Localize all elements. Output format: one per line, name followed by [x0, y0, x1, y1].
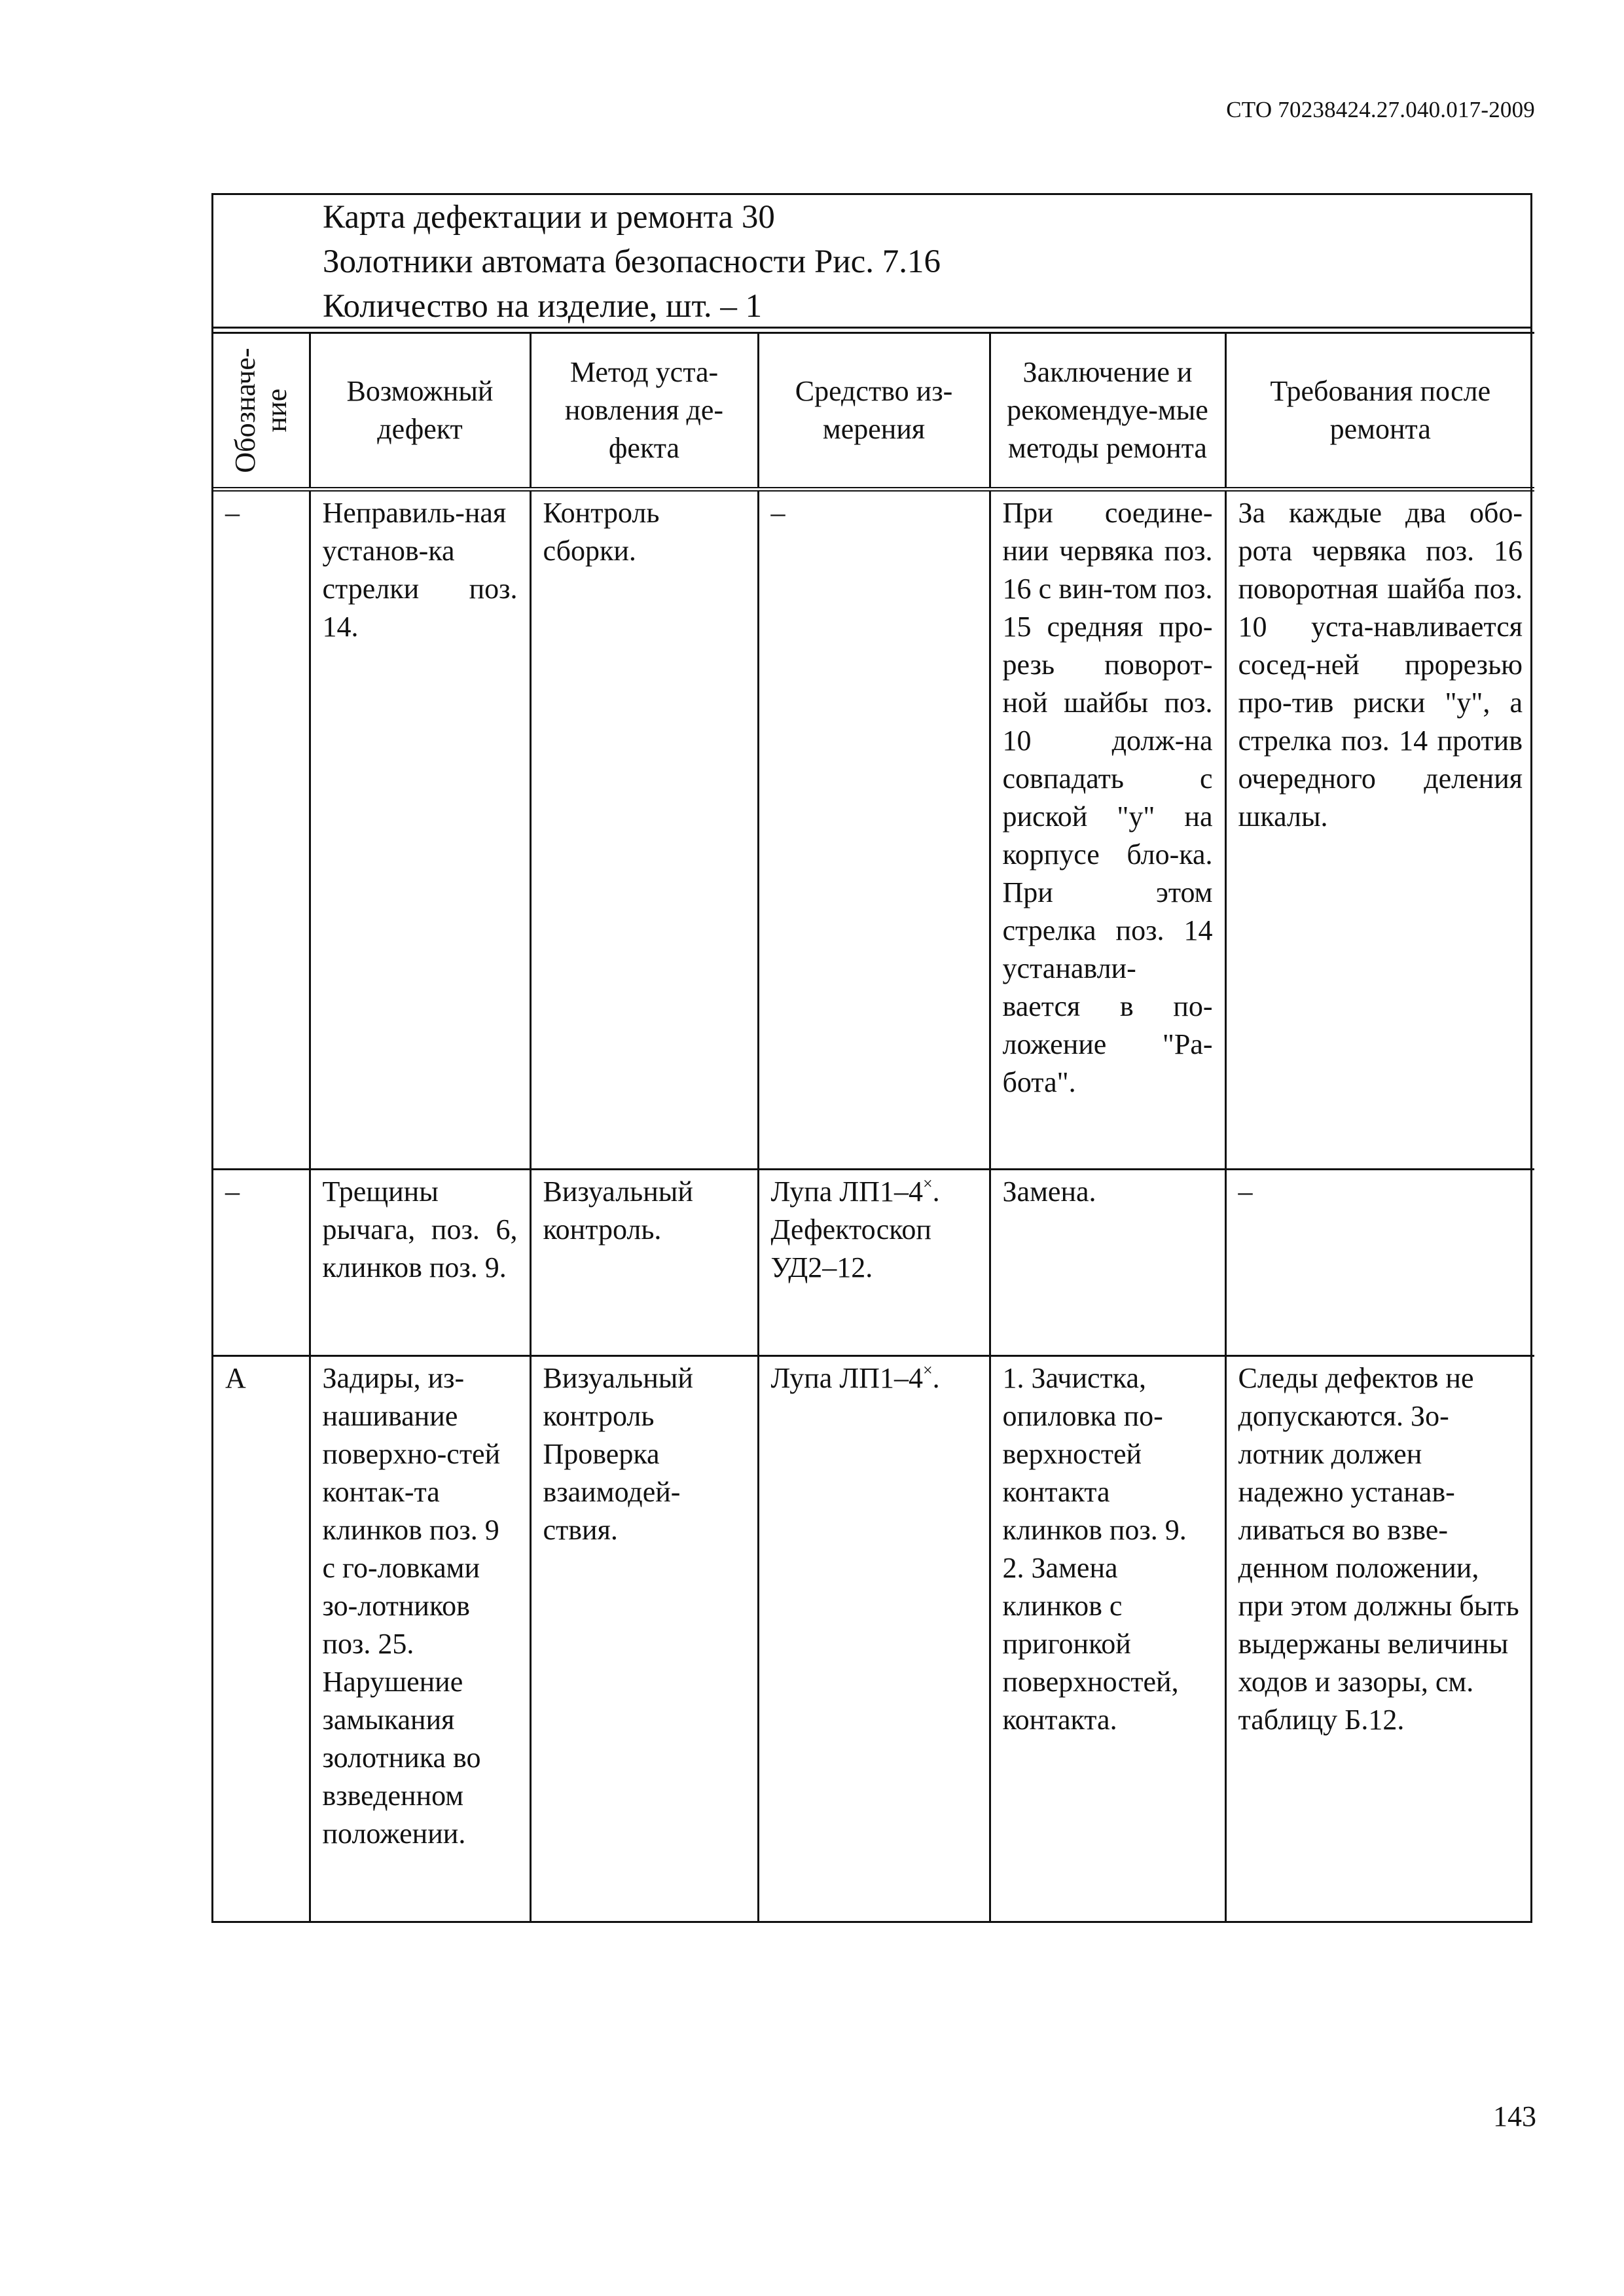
cell-conclusion: При соедине-нии червяка поз. 16 с вин-том поз. 15 средняя про-резь поворот-ной шайбы поз. 10 долж-на совпадать с риской "у" на корпусе бло-ка. При этом стрелка поз. 14 устанавли-вается в по-ложение "Ра-бота".: [990, 490, 1225, 1170]
cell-defect: Задиры, из-нашивание поверхно-стей контак-та клинков поз. 9 с го-ловками зо-лотников поз. 25. Нарушение замыкания золотника во взведенном положении.: [310, 1356, 530, 1922]
tool-superscript: ×: [922, 1361, 933, 1380]
header-tool: Средство из-мерения: [758, 333, 990, 490]
card-part-name: Золотники автомата безопасности Рис. 7.16: [323, 243, 941, 280]
tool-text-after: .: [932, 1362, 940, 1394]
cell-method: Контроль сборки.: [530, 490, 758, 1170]
cell-conclusion: 1. Зачистка, опиловка по-верхностей контакта клинков поз. 9. 2. Замена клинков с пригонкой поверхностей, контакта.: [990, 1356, 1225, 1922]
cell-method: Визуальный контроль.: [530, 1170, 758, 1356]
defects-table: [213, 332, 1534, 1921]
cell-designation: –: [213, 1170, 310, 1356]
header-designation-label: Обозначе-ние: [228, 348, 293, 473]
cell-defect: Трещины рычага, поз. 6, клинков поз. 9.: [310, 1170, 530, 1356]
tool-text-after: . Дефектоскоп УД2–12.: [770, 1175, 940, 1283]
table-header-row: [213, 333, 1534, 490]
cell-tool: [758, 490, 990, 1170]
cell-method: Визуальный контроль Проверка взаимодей-ствия.: [530, 1356, 758, 1922]
header-method: Метод уста-новления де-фекта: [530, 333, 758, 490]
table-row: [213, 1356, 1534, 1922]
cell-tool: [758, 1170, 990, 1356]
card-header: [213, 195, 1530, 329]
document-code: СТО 70238424.27.040.017-2009: [1226, 97, 1535, 122]
header-defect: Возможный дефект: [310, 333, 530, 490]
cell-tool: [758, 1356, 990, 1922]
cell-requirements: За каждые два обо-рота червяка поз. 16 поворотная шайба поз. 10 уста-навливается сосед-ней прорезью про-тив риски "у", а стрелка поз. 14 против очередного деления шкалы.: [1225, 490, 1534, 1170]
tool-text: Лупа ЛП1–4: [770, 1175, 923, 1208]
cell-designation: А: [213, 1356, 310, 1922]
header-conclusion: Заключение и рекомендуе-мые методы ремонта: [990, 333, 1225, 490]
tool-superscript: ×: [922, 1174, 933, 1193]
cell-requirements: –: [1225, 1170, 1534, 1356]
page-number: 143: [1493, 2100, 1536, 2132]
cell-conclusion: Замена.: [990, 1170, 1225, 1356]
cell-defect: Неправиль-ная установ-ка стрелки поз. 14.: [310, 490, 530, 1170]
table-row: [213, 1170, 1534, 1356]
tool-text: –: [770, 497, 785, 529]
header-designation: [213, 333, 310, 490]
header-requirements: Требования после ремонта: [1225, 333, 1534, 490]
defect-repair-card: [211, 193, 1532, 1923]
card-quantity: Количество на изделие, шт. – 1: [323, 288, 763, 325]
cell-requirements: Следы дефектов не допускаются. Зо-лотник должен надежно устанав-ливаться во взве-денном положении, при этом должны быть выдержаны величины ходов и зазоры, см. таблицу Б.12.: [1225, 1356, 1534, 1922]
tool-text: Лупа ЛП1–4: [770, 1362, 923, 1394]
card-title: Карта дефектации и ремонта 30: [323, 199, 775, 236]
table-row: [213, 490, 1534, 1170]
cell-designation: –: [213, 490, 310, 1170]
